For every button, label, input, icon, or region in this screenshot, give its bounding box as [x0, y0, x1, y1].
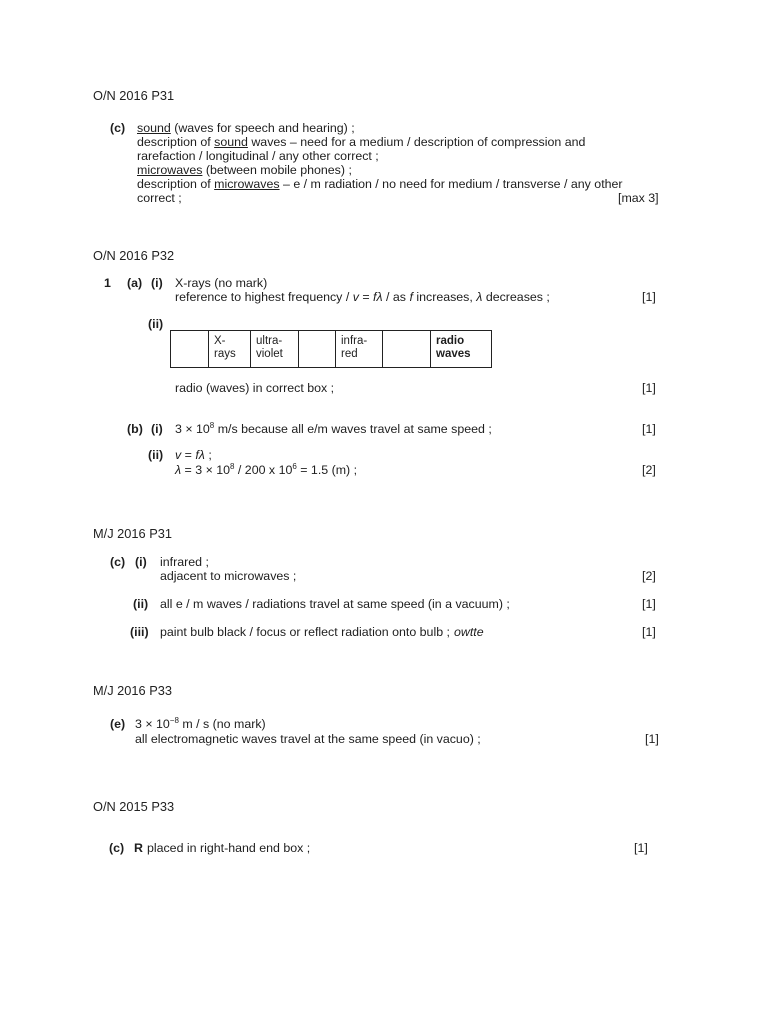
table-cell-empty: [383, 331, 431, 367]
underlined-keyword: microwaves: [214, 177, 280, 191]
mark-allocation: [1]: [642, 422, 656, 436]
answer-line: X-rays (no mark): [175, 276, 268, 290]
text-segment: (waves for speech and hearing) ;: [170, 121, 355, 135]
symbol-f-lambda: fλ: [195, 448, 205, 462]
answer-line: all electromagnetic waves travel at the same speed (in vacuo) ;: [135, 732, 481, 746]
cell-text: ultra-: [256, 335, 283, 347]
exponent: 8: [209, 421, 215, 430]
cell-text: radio: [436, 335, 465, 347]
text-segment: decreases ;: [482, 290, 550, 304]
subpart-label: (iii): [130, 625, 149, 639]
mark-allocation: [1]: [642, 381, 656, 395]
text-segment: 3 × 10: [135, 717, 170, 731]
text-segment: / as: [382, 290, 410, 304]
table-cell-x-rays: [209, 331, 251, 367]
exponent: 6: [292, 462, 297, 471]
answer-line: [137, 149, 379, 163]
answer-line: [137, 163, 352, 177]
text-segment: correct ;: [137, 191, 182, 205]
owtte-note: owtte: [453, 625, 484, 639]
underlined-keyword: microwaves: [137, 163, 203, 177]
part-label: (a): [127, 276, 143, 290]
text-segment: m / s (no mark): [178, 717, 266, 731]
section-heading: M/J 2016 P33: [93, 683, 172, 698]
text-segment: reference to highest frequency /: [175, 290, 353, 304]
answer-line: [137, 177, 623, 191]
cell-text: X-: [214, 335, 226, 347]
section-heading: O/N 2016 P32: [93, 248, 175, 263]
part-label: (c): [110, 121, 126, 135]
text-segment: ;: [204, 448, 212, 462]
text-segment: rarefaction / longitudinal / any other correct ;: [137, 149, 379, 163]
part-label: (b): [127, 422, 143, 436]
text-segment: increases,: [412, 290, 477, 304]
symbol-v: v: [175, 448, 182, 462]
cell-text: infra-: [341, 335, 368, 347]
mark-allocation: [1]: [642, 625, 656, 639]
answer-line: [137, 191, 182, 205]
text-segment: 3 × 10: [175, 422, 210, 436]
exponent: 8: [230, 462, 235, 471]
answer-line: radio (waves) in correct box ;: [175, 381, 335, 395]
question-number: 1: [104, 276, 111, 290]
table-cell-empty: [299, 331, 336, 367]
cell-text: waves: [436, 348, 471, 360]
section-heading: M/J 2016 P31: [93, 526, 172, 541]
mark-allocation: [1]: [634, 841, 648, 855]
text-segment: =: [358, 290, 374, 304]
text-segment: (between mobile phones) ;: [202, 163, 352, 177]
text-segment: – e / m radiation / no need for medium / transverse / any other: [279, 177, 623, 191]
underlined-keyword: sound: [214, 135, 248, 149]
em-spectrum-table: [170, 330, 492, 368]
subpart-label: (i): [135, 555, 147, 569]
table-cell-infrared: [336, 331, 383, 367]
answer-line: [134, 841, 310, 855]
part-label: (c): [110, 555, 126, 569]
text-segment: description of: [137, 177, 215, 191]
answer-line: [175, 290, 550, 304]
underlined-keyword: sound: [137, 121, 171, 135]
symbol-f-lambda: fλ: [373, 290, 383, 304]
mark-allocation: [1]: [642, 290, 656, 304]
mark-allocation: [2]: [642, 569, 656, 583]
answer-line: [137, 135, 585, 149]
subpart-label: (ii): [133, 597, 149, 611]
answer-line: all e / m waves / radiations travel at same speed (in a vacuum) ;: [160, 597, 510, 611]
equation-line: [175, 448, 212, 462]
text-segment: = 3 × 10: [181, 463, 231, 477]
cell-text: rays: [214, 348, 236, 360]
cell-text: red: [341, 348, 358, 360]
symbol-r: R: [134, 841, 143, 855]
working-line: [175, 463, 357, 477]
answer-line: [175, 422, 492, 436]
symbol-lambda: λ: [476, 290, 483, 304]
symbol-f: f: [409, 290, 413, 304]
mark-allocation: [1]: [642, 597, 656, 611]
text-segment: description of: [137, 135, 215, 149]
text-segment: =: [181, 448, 196, 462]
mark-allocation: [1]: [645, 732, 659, 746]
subpart-label: (ii): [148, 448, 164, 462]
table-cell-empty: [171, 331, 209, 367]
text-segment: waves – need for a medium / description of compression and: [247, 135, 586, 149]
section-heading: O/N 2015 P33: [93, 799, 175, 814]
subpart-label: (i): [151, 276, 163, 290]
cell-text: violet: [256, 348, 283, 360]
section-heading: O/N 2016 P31: [93, 88, 175, 103]
text-segment: m/s because all e/m waves travel at same speed ;: [214, 422, 492, 436]
table-cell-radio-waves: [431, 331, 491, 367]
subpart-label: (i): [151, 422, 163, 436]
answer-line: [160, 625, 484, 639]
answer-line: [137, 121, 355, 135]
exponent: −8: [169, 716, 179, 725]
symbol-lambda: λ: [175, 463, 182, 477]
answer-line: adjacent to microwaves ;: [160, 569, 297, 583]
table-cell-ultraviolet: [251, 331, 299, 367]
text-segment: = 1.5 (m) ;: [296, 463, 358, 477]
text-segment: / 200 x 10: [234, 463, 293, 477]
answer-line: [135, 717, 266, 731]
subpart-label: (ii): [148, 317, 164, 331]
mark-allocation: [2]: [642, 463, 656, 477]
part-label: (c): [109, 841, 125, 855]
part-label: (e): [110, 717, 126, 731]
symbol-v: v: [352, 290, 359, 304]
text-segment: paint bulb black / focus or reflect radiation onto bulb ;: [160, 625, 450, 639]
mark-allocation: [max 3]: [618, 191, 659, 205]
answer-line: infrared ;: [160, 555, 209, 569]
text-segment: placed in right-hand end box ;: [146, 841, 311, 855]
